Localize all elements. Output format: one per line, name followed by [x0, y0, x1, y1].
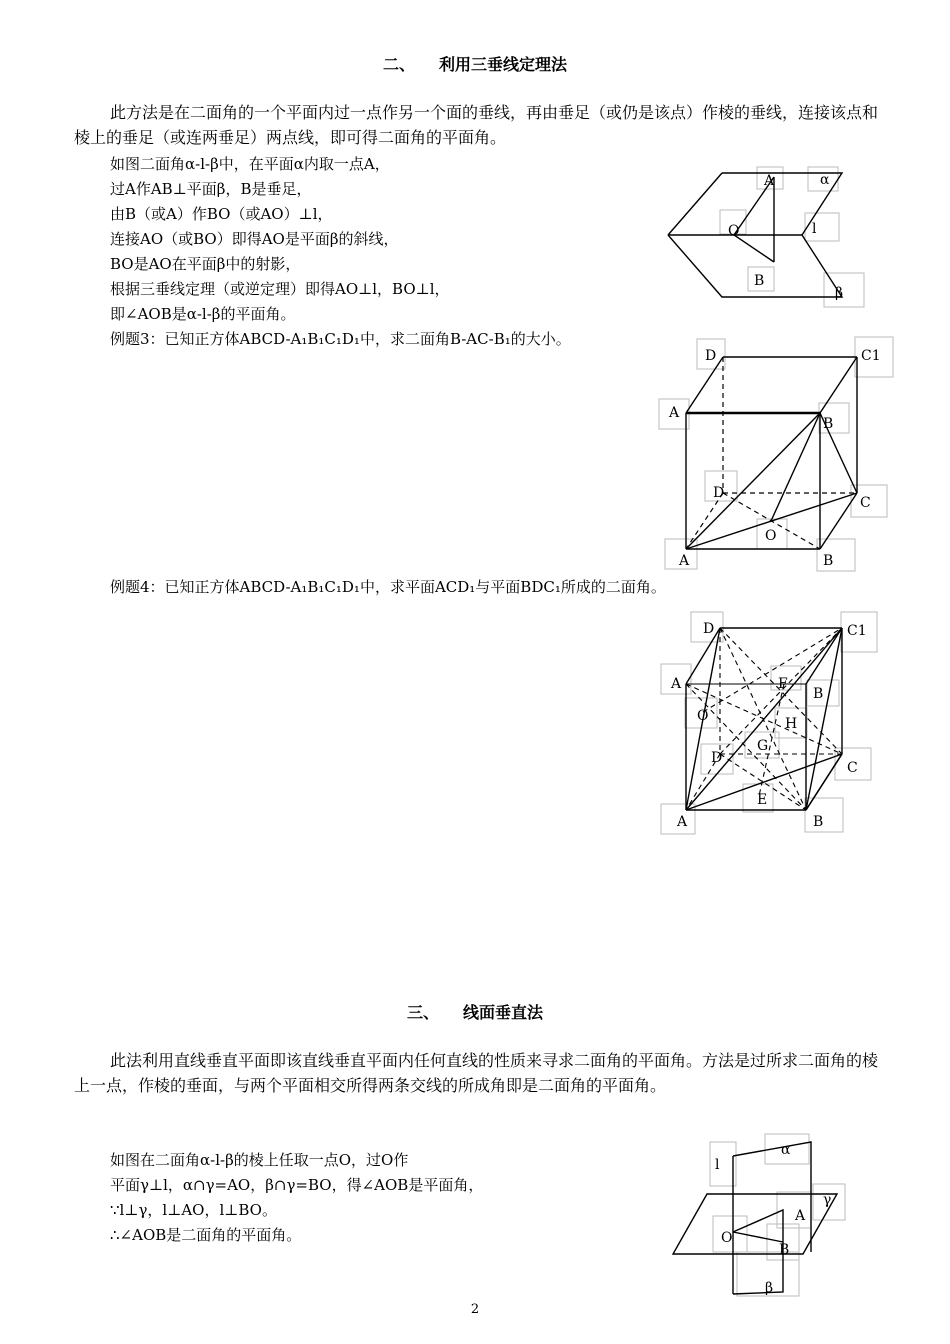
figure-perpendicular-plane	[665, 1132, 855, 1300]
section-heading-2: 二、 利用三垂线定理法	[382, 55, 567, 74]
section-intro-3: 此法利用直线垂直平面即该直线垂直平面内任何直线的性质来寻求二面角的平面角。方法是过所求二面角的棱上一点，作棱的垂面，与两个平面相交所得两条交线的所成角即是二面角的平面角。	[74, 1051, 879, 1095]
label-beta: β	[835, 285, 844, 301]
label-B: B	[779, 1242, 790, 1258]
label-l: l	[812, 221, 817, 237]
label-A: A	[795, 1208, 806, 1224]
proof-line: 如图二面角α-l-β中，在平面α内取一点A，	[110, 155, 390, 173]
proof-line: ∴∠AOB是二面角的平面角。	[110, 1226, 302, 1244]
label-C: C	[847, 760, 858, 776]
label-alpha: α	[781, 1142, 791, 1158]
figure-dihedral-three-perpendiculars	[660, 165, 870, 315]
label-B: B	[823, 553, 834, 569]
label-beta: β	[765, 1280, 774, 1296]
page-number: 2	[470, 1302, 480, 1317]
label-A: A	[764, 173, 775, 189]
label-A: A	[679, 553, 690, 569]
proof-line: 过A作AB⊥平面β，B是垂足，	[110, 180, 312, 198]
label-H: H	[785, 716, 798, 732]
label-C1: C1	[847, 623, 867, 639]
proof-line: 如图在二面角α-l-β的棱上任取一点O，过O作	[110, 1151, 409, 1169]
section-heading-3: 三、 线面垂直法	[406, 1003, 543, 1022]
proof-line: ∵l⊥γ，l⊥AO，l⊥BO。	[110, 1201, 277, 1219]
label-alpha: α	[820, 172, 830, 188]
label-B: B	[813, 814, 824, 830]
proof-line: 即∠AOB是α-l-β的平面角。	[110, 305, 296, 323]
label-A: A	[677, 814, 688, 830]
label-D: D	[713, 485, 725, 501]
example-4: 例题4：已知正方体ABCD-A₁B₁C₁D₁中，求平面ACD₁与平面BDC₁所成的二面角。	[110, 578, 666, 596]
label-B: B	[754, 273, 765, 289]
label-B1: B	[823, 416, 834, 432]
proof-line: 平面γ⊥l，α∩γ=AO，β∩γ=BO，得∠AOB是平面角，	[110, 1176, 484, 1194]
label-O: O	[697, 708, 709, 724]
example-3: 例题3：已知正方体ABCD-A₁B₁C₁D₁中，求二面角B-AC-B₁的大小。	[110, 330, 571, 348]
proof-line: 连接AO（或BO）即得AO是平面β的斜线，	[110, 230, 399, 248]
proof-line: 根据三垂线定理（或逆定理）即得AO⊥l，BO⊥l，	[110, 280, 450, 298]
label-O: O	[721, 1230, 733, 1246]
proof-line: 由B（或A）作BO（或AO）⊥l，	[110, 205, 333, 223]
proof-line: BO是AO在平面β中的射影，	[110, 255, 301, 273]
label-A1: A	[669, 405, 680, 421]
label-D: D	[711, 750, 723, 766]
figure-cube-example-4	[655, 608, 895, 840]
label-O: O	[765, 528, 777, 544]
label-A1: A	[671, 676, 682, 692]
label-C: C	[860, 495, 871, 511]
label-D1: D	[705, 348, 717, 364]
label-C1: C1	[861, 348, 881, 364]
figure-cube-example-3	[655, 335, 895, 575]
section-intro-2: 此方法是在二面角的一个平面内过一点作另一个面的垂线，再由垂足（或仍是该点）作棱的垂线，连接该点和棱上的垂足（或连两垂足）两点线，即可得二面角的平面角。	[74, 103, 879, 147]
label-F: F	[778, 676, 788, 692]
label-l: l	[715, 1157, 720, 1173]
label-G: G	[757, 738, 769, 754]
label-O: O	[728, 223, 740, 239]
label-gamma: γ	[823, 1192, 832, 1208]
label-E: E	[757, 792, 768, 808]
label-D1: D	[703, 621, 715, 637]
label-B1: B	[813, 686, 824, 702]
